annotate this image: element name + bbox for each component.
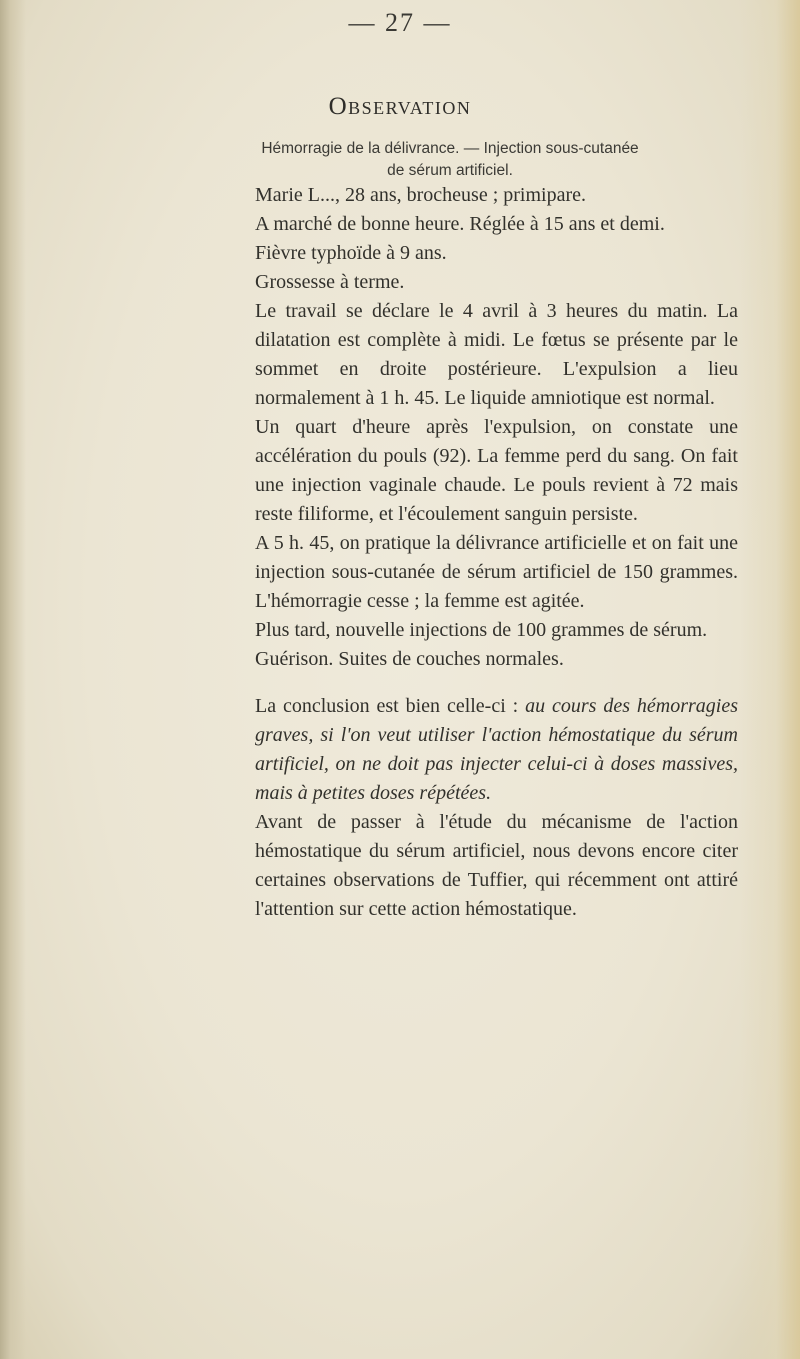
case-history-menarche: A marché de bonne heure. Réglée à 15 ans et demi.	[255, 213, 665, 235]
case-outcome: Guérison. Suites de couches normales.	[255, 648, 564, 670]
conclusion-italic: au cours des hémorragies graves, si l'on veut utiliser l'action hémostatique du sérum artificiel, on ne doit pas injecter celui-ci à doses massives, mais à petites doses répétées.	[255, 695, 738, 804]
case-patient: Marie L..., 28 ans, brocheuse ; primipare.	[255, 184, 587, 206]
case-pregnancy: Grossesse à terme.	[255, 271, 405, 293]
transition-paragraph: Avant de passer à l'étude du mécanisme de l'action hémostatique du sérum artificiel, nous devons encore citer certaines observations de Tuffier, qui récemment ont attiré l'attention sur cette action hémostatique.	[255, 811, 738, 920]
page-binding-shadow	[0, 0, 26, 1359]
conclusion-paragraph	[255, 692, 738, 808]
section-subtitle: Hémorragie de la délivrance. — Injection sous-cutanée de sérum artificiel.	[261, 140, 639, 179]
page-edge-stain	[740, 0, 800, 1359]
case-delivery: A 5 h. 45, on pratique la délivrance artificielle et on fait une injection sous-cutanée de sérum artificiel de 150 grammes. L'hémorragie cesse ; la femme est agitée.	[255, 532, 738, 612]
body-text	[255, 181, 738, 924]
conclusion-lead: La conclusion est bien celle-ci :	[255, 695, 526, 717]
case-second-injection: Plus tard, nouvelle injections de 100 grammes de sérum.	[255, 619, 708, 641]
case-hemorrhage: Un quart d'heure après l'expulsion, on constate une accélération du pouls (92). La femme perd du sang. On fait une injection vaginale chaude. Le pouls revient à 72 mais reste filiforme, et l'écoulement sanguin persiste.	[255, 416, 738, 525]
case-history-fever: Fièvre typhoïde à 9 ans.	[255, 242, 447, 264]
case-labour: Le travail se déclare le 4 avril à 3 heures du matin. La dilatation est complète à midi. Le fœtus se présente par le sommet en droite postérieure. L'expulsion a lieu normalement à 1 h. 45. Le liquide amniotique est normal.	[255, 300, 738, 409]
page-number: — 27 —	[348, 8, 452, 37]
section-title: Observation	[328, 93, 472, 120]
